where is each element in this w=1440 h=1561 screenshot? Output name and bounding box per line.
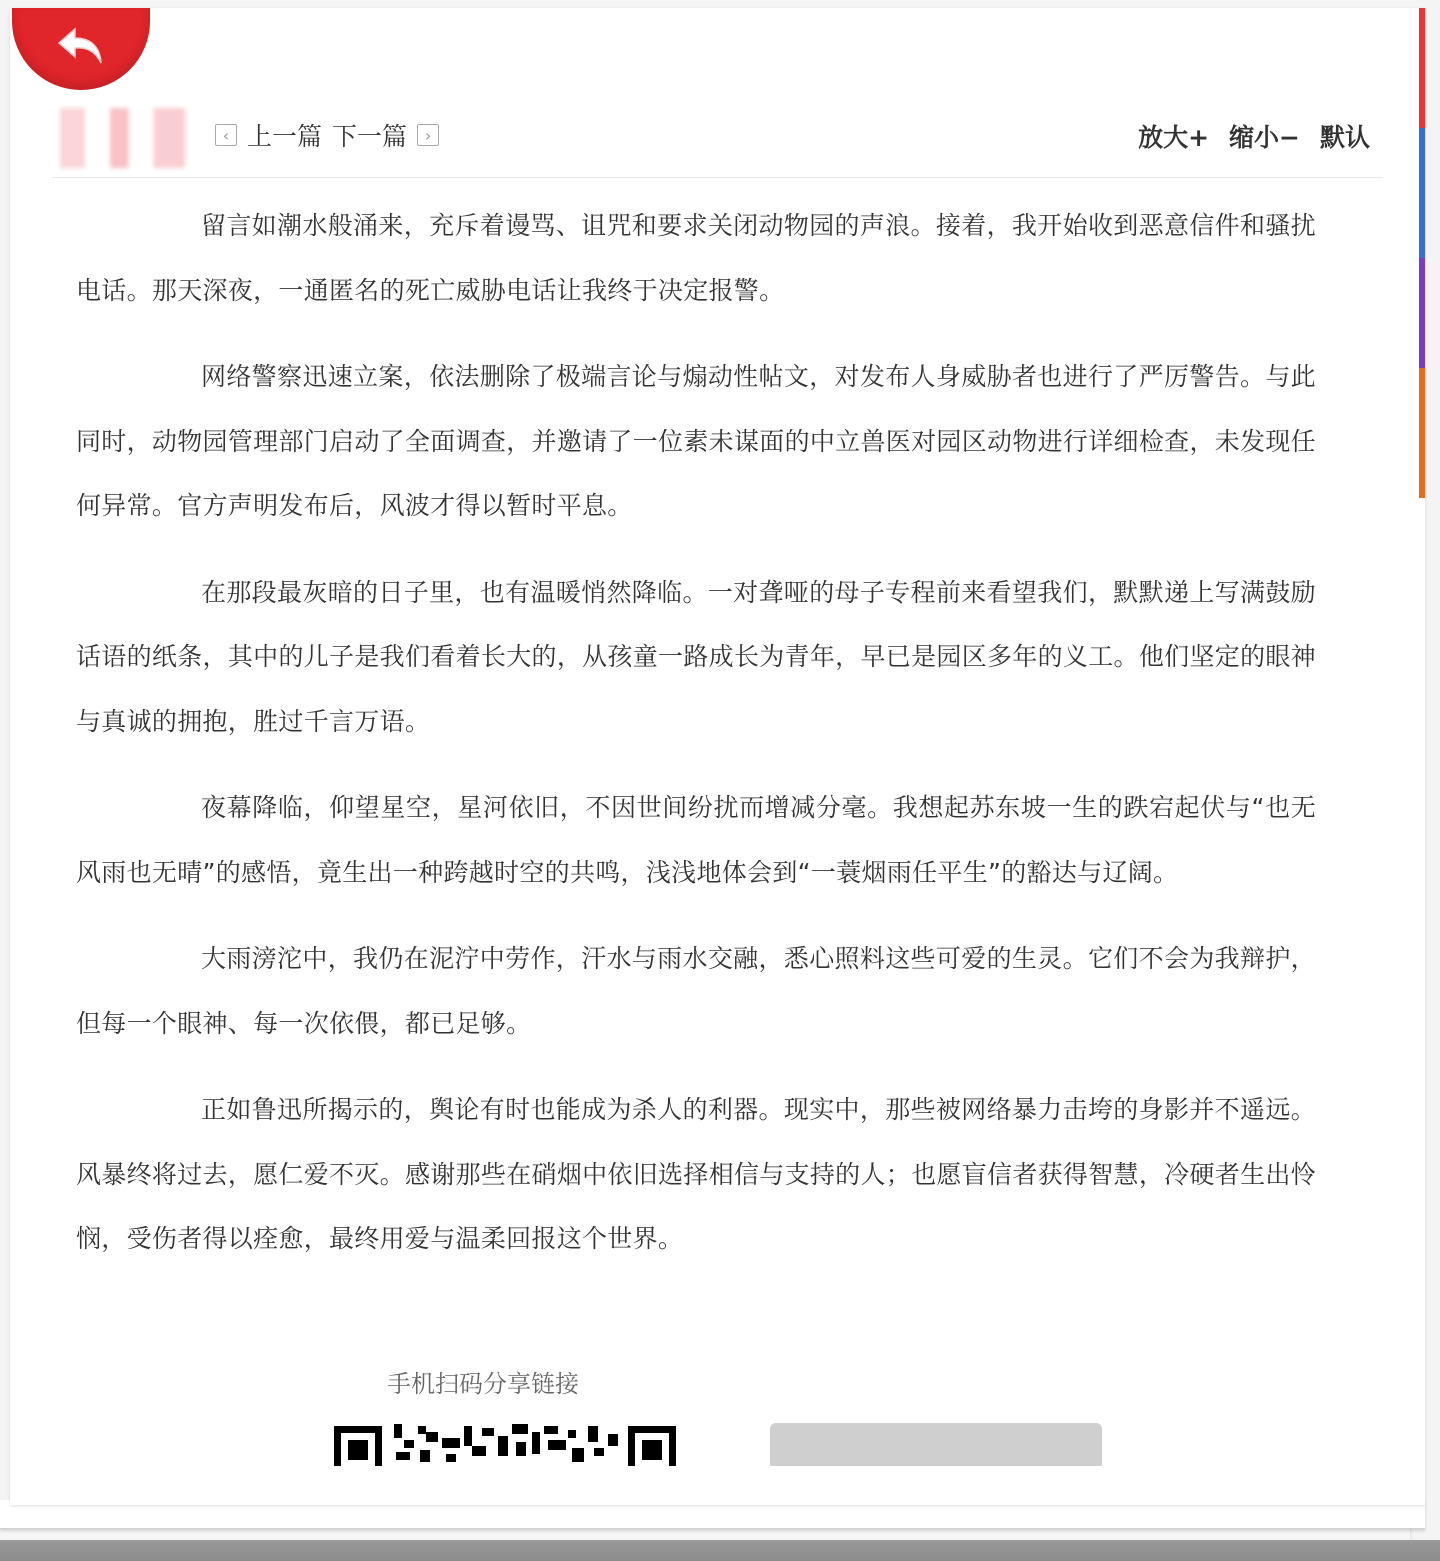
default-font-button[interactable]: 默认: [1319, 123, 1370, 152]
site-logo-blurred: [60, 108, 185, 168]
font-size-controls: [1138, 118, 1370, 154]
article-paragraph: 在那段最灰暗的日子里，也有温暖悄然降临。一对聋哑的母子专程前来看望我们，默默递上写满鼓励话语的纸条，其中的儿子是我们看着长大的，从孩童一路成长为青年，早已是园区多年的义工。他们坚定的眼神与真诚的拥抱，胜过千言万语。: [76, 577, 1316, 736]
header-divider: [52, 177, 1383, 178]
article-paragraph: 夜幕降临，仰望星空，星河依旧，不因世间纷扰而增减分毫。我想起苏东坡一生的跌宕起伏与“也无风雨也无晴”的感悟，竟生出一种跨越时空的共鸣，浅浅地体会到“一蓑烟雨任平生”的豁达与辽阔。: [76, 793, 1316, 887]
right-color-accent: [1419, 8, 1425, 498]
qr-code-image: [332, 1418, 678, 1466]
shrink-font-button[interactable]: 缩小−: [1229, 123, 1300, 152]
article-body: [76, 194, 1316, 1294]
qr-share-caption: 手机扫码分享链接: [387, 1370, 579, 1398]
back-button[interactable]: [12, 8, 150, 90]
share-placeholder-block: [770, 1423, 1102, 1466]
chevron-left-icon[interactable]: ‹: [215, 124, 237, 146]
prev-article-link[interactable]: 上一篇: [247, 122, 323, 151]
back-arrow-icon: [53, 23, 109, 75]
enlarge-font-button[interactable]: 放大+: [1138, 123, 1210, 152]
article-paragraph: 网络警察迅速立案，依法删除了极端言论与煽动性帖文，对发布人身威胁者也进行了严厉警告。与此同时，动物园管理部门启动了全面调查，并邀请了一位素未谋面的中立兽医对园区动物进行详细检查，未发现任何异常。官方声明发布后，风波才得以暂时平息。: [76, 362, 1316, 520]
chevron-right-icon[interactable]: ›: [417, 124, 439, 146]
bottom-shadow: [0, 1540, 1440, 1561]
article-paragraph: 正如鲁迅所揭示的，舆论有时也能成为杀人的利器。现实中，那些被网络暴力击垮的身影并不遥远。风暴终将过去，愿仁爱不灭。感谢那些在硝烟中依旧选择相信与支持的人；也愿盲信者获得智慧，冷硬者生出怜悯，受伤者得以痊愈，最终用爱与温柔回报这个世界。: [76, 1095, 1316, 1253]
article-paragraph: 留言如潮水般涌来，充斥着谩骂、诅咒和要求关闭动物园的声浪。接着，我开始收到恶意信件和骚扰电话。那天深夜，一通匿名的死亡威胁电话让我终于决定报警。: [76, 211, 1316, 305]
article-pager: [215, 120, 439, 150]
article-paragraph: 大雨滂沱中，我仍在泥泞中劳作，汗水与雨水交融，悉心照料这些可爱的生灵。它们不会为我辩护，但每一个眼神、每一次依偎，都已足够。: [76, 944, 1316, 1038]
article-viewport: [10, 8, 1425, 1466]
next-article-link[interactable]: 下一篇: [332, 122, 408, 151]
